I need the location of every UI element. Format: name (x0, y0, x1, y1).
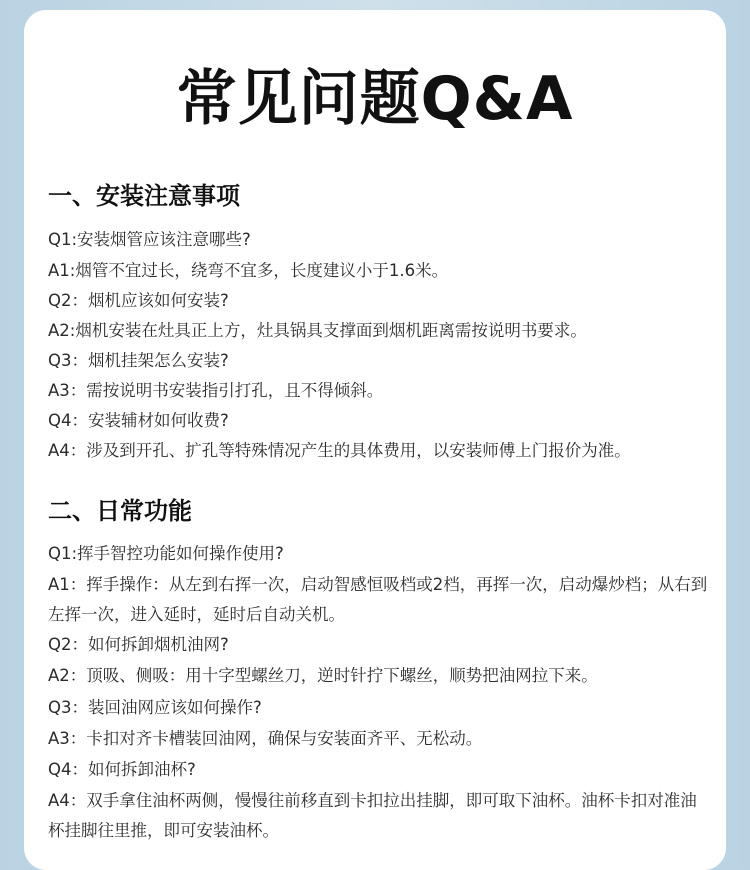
faq-line: Q1:挥手智控功能如何操作使用? (48, 544, 284, 563)
faq-line: A4：双手拿住油杯两侧，慢慢往前移直到卡扣拉出挂脚，即可取下油杯。油杯卡扣对准油杯挂脚往里推，即可安装油杯。 (48, 791, 697, 840)
faq-line: Q1:安装烟管应该注意哪些? (48, 230, 251, 249)
section-heading-installation: 一、安装注意事项 (48, 182, 240, 210)
faq-line: Q2：如何拆卸烟机油网? (48, 635, 229, 654)
faq-line: A4：涉及到开孔、扩孔等特殊情况产生的具体费用，以安装师傅上门报价为准。 (48, 441, 631, 460)
faq-line: A3：需按说明书安装指引打孔，且不得倾斜。 (48, 381, 384, 400)
section-heading-daily-functions: 二、日常功能 (48, 497, 192, 525)
faq-line: A2:烟机安装在灶具正上方，灶具锅具支撑面到烟机距离需按说明书要求。 (48, 321, 587, 340)
faq-line: Q4：如何拆卸油杯? (48, 760, 196, 779)
page-title: 常见问题Q&A (176, 64, 574, 134)
faq-line: Q2：烟机应该如何安装? (48, 291, 229, 310)
faq-line: Q4：安装辅材如何收费? (48, 411, 229, 430)
faq-line: A3：卡扣对齐卡槽装回油网，确保与安装面齐平、无松动。 (48, 729, 483, 748)
faq-line: A1：挥手操作：从左到右挥一次，启动智感恒吸档或2档，再挥一次，启动爆炒档；从右到左挥一次，进入延时，延时后自动关机。 (48, 575, 708, 624)
faq-line: Q3：装回油网应该如何操作? (48, 698, 262, 717)
faq-line: A2：顶吸、侧吸：用十字型螺丝刀，逆时针拧下螺丝，顺势把油网拉下来。 (48, 666, 598, 685)
faq-line: Q3：烟机挂架怎么安装? (48, 351, 229, 370)
faq-line: A1:烟管不宜过长，绕弯不宜多，长度建议小于1.6米。 (48, 261, 449, 280)
